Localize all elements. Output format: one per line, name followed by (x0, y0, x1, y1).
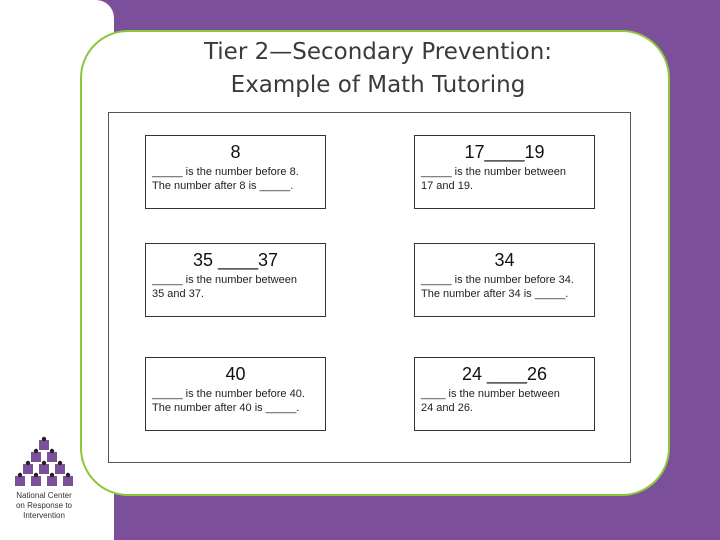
organization-name (0, 491, 88, 521)
problem-heading: 17____19 (464, 142, 545, 162)
problem-heading: 8 (230, 142, 241, 162)
problem-line: 24 and 26. (421, 402, 473, 414)
slide-title (114, 36, 642, 102)
problem-text (146, 273, 325, 301)
problem-line: _____ is the number between (152, 274, 297, 286)
problem-line: The number after 8 is _____. (152, 180, 294, 192)
problem-heading: 35 ____37 (192, 250, 279, 270)
title-line-1: Tier 2—Secondary Prevention: (203, 39, 553, 65)
problem-line: _____ is the number before 8. (152, 166, 299, 178)
problem-text (415, 273, 594, 301)
problem-text (146, 387, 325, 415)
problem-card-1 (145, 135, 326, 209)
problem-line: The number after 40 is _____. (152, 402, 300, 414)
problem-text (146, 165, 325, 193)
problem-card-5 (145, 357, 326, 431)
problem-card-3 (145, 243, 326, 317)
worksheet-panel (108, 112, 631, 463)
problem-line: _____ is the number before 34. (421, 274, 574, 286)
problem-line: _____ is the number between (421, 166, 566, 178)
org-line: Intervention (23, 511, 65, 520)
problem-heading: 24 ____26 (461, 364, 548, 384)
problem-card-6 (414, 357, 595, 431)
problem-line: The number after 34 is _____. (421, 288, 569, 300)
problem-text (415, 165, 594, 193)
problem-line: _____ is the number before 40. (152, 388, 305, 400)
problem-card-4 (414, 243, 595, 317)
problem-line: ____ is the number between (421, 388, 560, 400)
org-line: National Center (16, 491, 72, 500)
org-line: on Response to (15, 501, 73, 510)
stacked-cubes-logo-icon (14, 436, 74, 488)
problem-heading: 40 (225, 364, 246, 384)
problem-text (415, 387, 594, 415)
problem-line: 17 and 19. (421, 180, 473, 192)
problem-heading: 34 (494, 250, 515, 270)
problem-line: 35 and 37. (152, 288, 204, 300)
problem-card-2 (414, 135, 595, 209)
title-line-2: Example of Math Tutoring (230, 72, 526, 98)
